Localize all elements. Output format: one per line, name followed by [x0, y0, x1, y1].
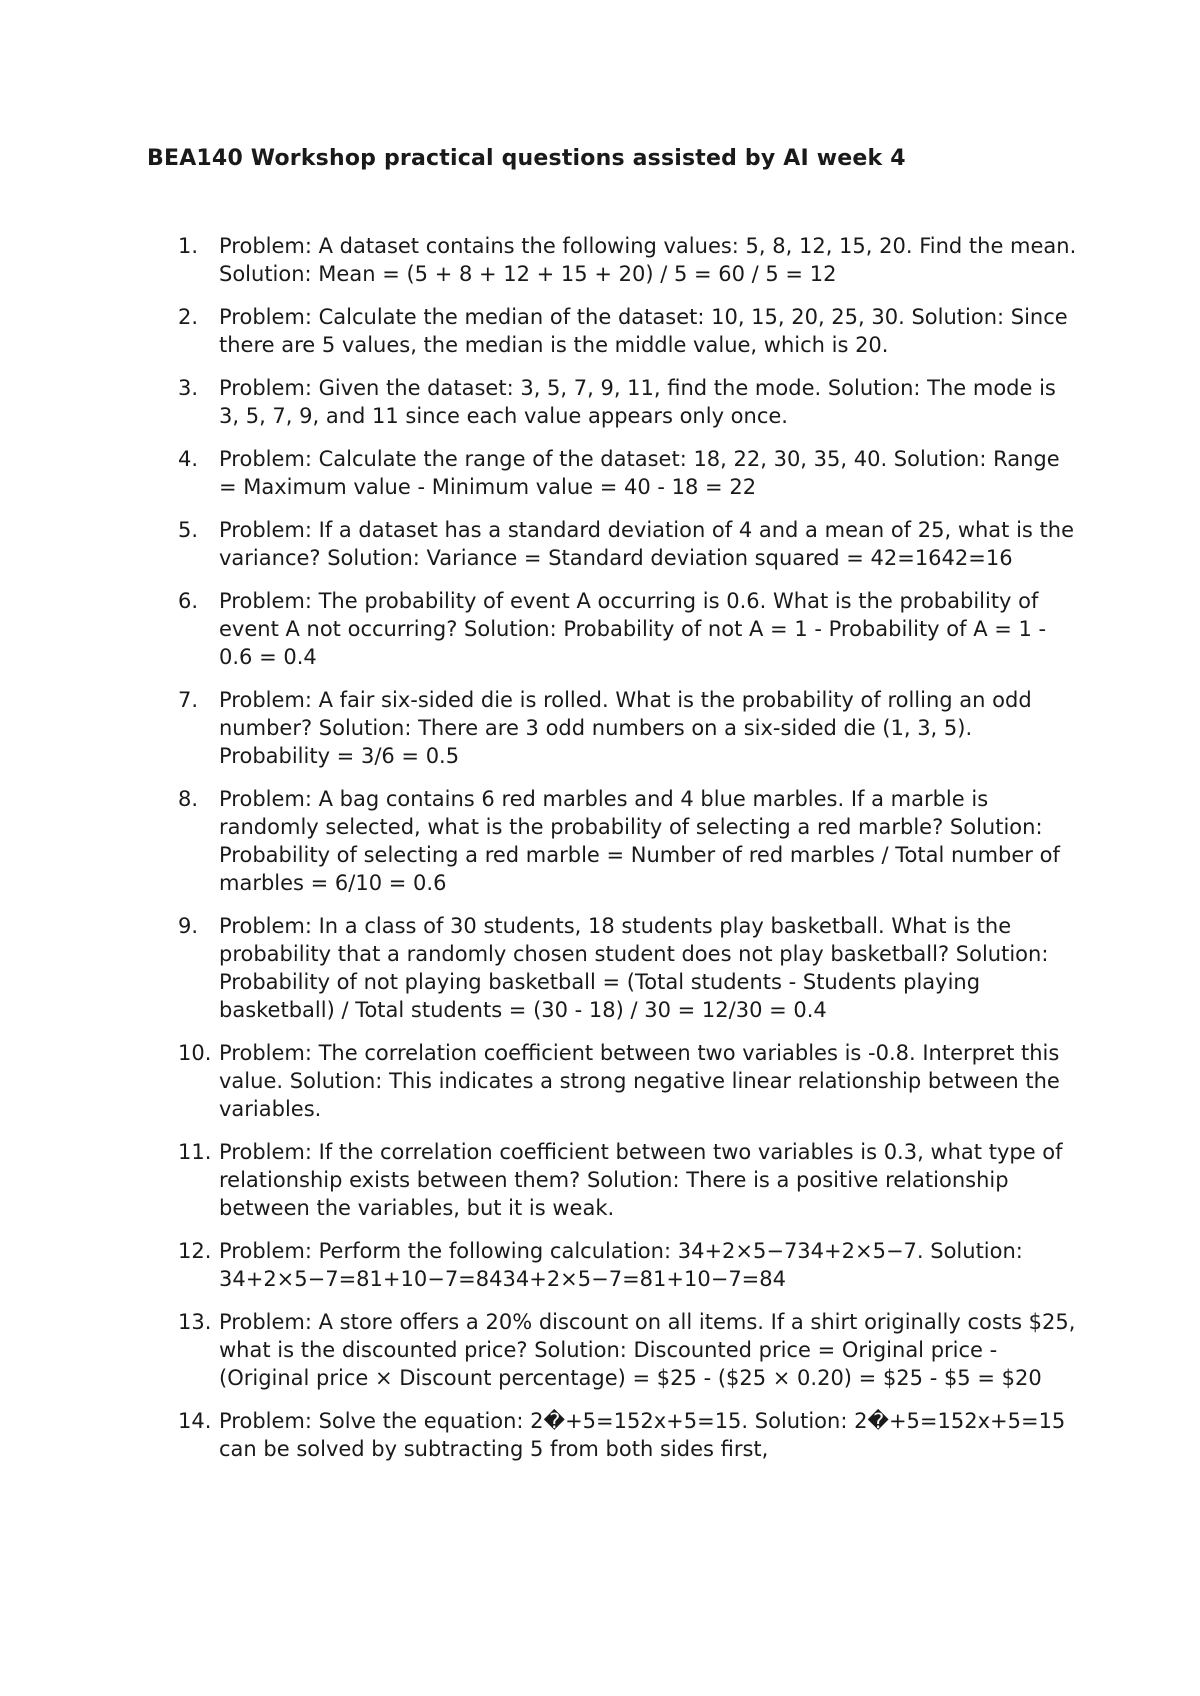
- item-text: Problem: Solve the equation: 2�+5=152x+5=15. Solution: 2�+5=152x+5=15 can be solved by subtracting 5 from both sides first,: [219, 1409, 1066, 1461]
- item-number: 6.: [178, 589, 199, 613]
- item-text: Problem: A dataset contains the following values: 5, 8, 12, 15, 20. Find the mean. Solution: Mean = (5 + 8 + 12 + 15 + 20) / 5 = 60 / 5 = 12: [219, 234, 1077, 286]
- item-number: 13.: [178, 1310, 212, 1334]
- problem-item: [178, 516, 1078, 572]
- item-number: 5.: [178, 518, 199, 542]
- item-number: 3.: [178, 376, 199, 400]
- problem-item: [178, 374, 1078, 430]
- document-title: BEA140 Workshop practical questions assisted by AI week 4: [147, 146, 906, 171]
- item-text: Problem: Given the dataset: 3, 5, 7, 9, 11, find the mode. Solution: The mode is 3, 5, 7, 9, and 11 since each value appears only once.: [219, 376, 1056, 428]
- item-text: Problem: Calculate the median of the dataset: 10, 15, 20, 25, 30. Solution: Since there are 5 values, the median is the middle value, which is 20.: [219, 305, 1068, 357]
- item-number: 1.: [178, 234, 199, 258]
- item-number: 8.: [178, 787, 199, 811]
- problem-item: [178, 912, 1078, 1024]
- item-number: 12.: [178, 1239, 212, 1263]
- item-number: 4.: [178, 447, 199, 471]
- problem-item: [178, 1138, 1078, 1222]
- problem-list: [178, 232, 1078, 1478]
- item-number: 14.: [178, 1409, 212, 1433]
- item-number: 10.: [178, 1041, 212, 1065]
- problem-item: [178, 1308, 1078, 1392]
- problem-item: [178, 587, 1078, 671]
- item-text: Problem: If a dataset has a standard deviation of 4 and a mean of 25, what is the variance? Solution: Variance = Standard deviation squared = 42=1642=16: [219, 518, 1075, 570]
- problem-item: [178, 1039, 1078, 1123]
- item-number: 2.: [178, 305, 199, 329]
- item-text: Problem: The probability of event A occurring is 0.6. What is the probability of event A not occurring? Solution: Probability of not A = 1 - Probability of A = 1 - 0.6 = 0.4: [219, 589, 1047, 669]
- item-text: Problem: If the correlation coefficient between two variables is 0.3, what type of relationship exists between them? Solution: There is a positive relationship between the variables, but it is weak.: [219, 1140, 1063, 1220]
- item-text: Problem: Calculate the range of the dataset: 18, 22, 30, 35, 40. Solution: Range = Maximum value - Minimum value = 40 - 18 = 22: [219, 447, 1060, 499]
- item-text: Problem: In a class of 30 students, 18 students play basketball. What is the probability that a randomly chosen student does not play basketball? Solution: Probability of not playing basketball = (Total students - Students playing basketball) / Total students = (30 - 18) / 30 = 12/30 = 0.4: [219, 914, 1049, 1022]
- item-text: Problem: The correlation coefficient between two variables is -0.8. Interpret this value. Solution: This indicates a strong negative linear relationship between the variables.: [219, 1041, 1060, 1121]
- problem-item: [178, 445, 1078, 501]
- problem-item: [178, 303, 1078, 359]
- item-number: 11.: [178, 1140, 212, 1164]
- item-number: 7.: [178, 688, 199, 712]
- item-text: Problem: A bag contains 6 red marbles and 4 blue marbles. If a marble is randomly selected, what is the probability of selecting a red marble? Solution: Probability of selecting a red marble = Number of red marbles / Total number of marbles = 6/10 = 0.6: [219, 787, 1060, 895]
- item-text: Problem: A store offers a 20% discount on all items. If a shirt originally costs $25, what is the discounted price? Solution: Discounted price = Original price - (Original price × Discount percentage) = $25 - ($25 × 0.20) = $25 - $5 = $20: [219, 1310, 1076, 1390]
- problem-item: [178, 1237, 1078, 1293]
- problem-item: [178, 1407, 1078, 1463]
- problem-item: [178, 686, 1078, 770]
- item-text: Problem: A fair six-sided die is rolled. What is the probability of rolling an odd number? Solution: There are 3 odd numbers on a six-sided die (1, 3, 5). Probability = 3/6 = 0.5: [219, 688, 1032, 768]
- item-text: Problem: Perform the following calculation: 34+2×5−734+2×5−7. Solution: 34+2×5−7=81+10−7=8434+2×5−7=81+10−7=84: [219, 1239, 1023, 1291]
- item-number: 9.: [178, 914, 199, 938]
- problem-item: [178, 232, 1078, 288]
- problem-item: [178, 785, 1078, 897]
